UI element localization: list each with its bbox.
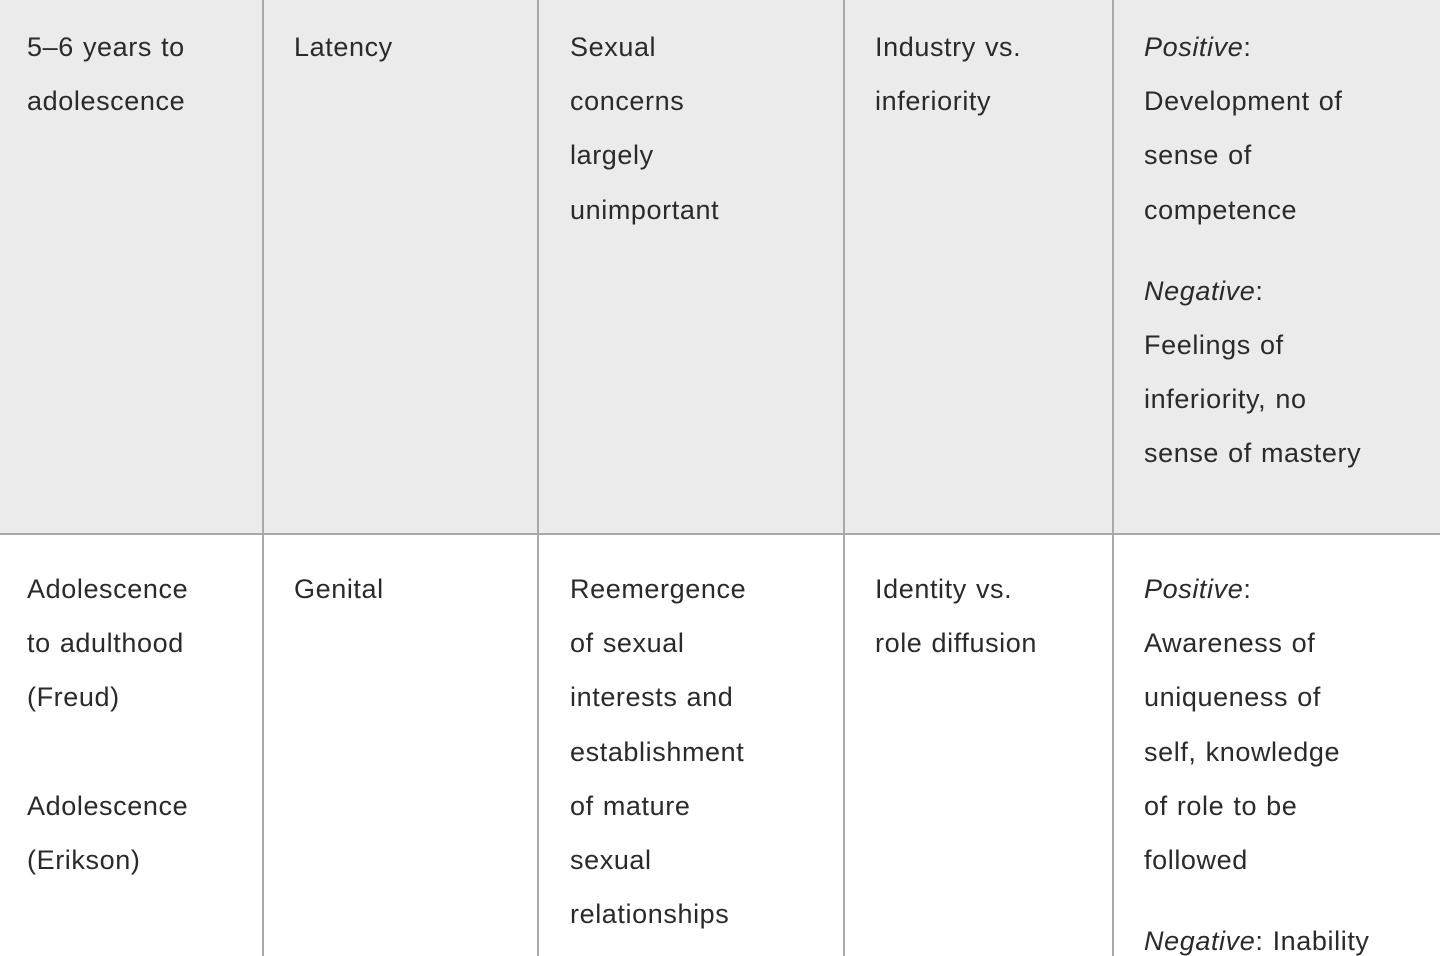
cell-text: to adulthood <box>27 628 184 659</box>
cell-text: sense of <box>1144 140 1252 171</box>
cell-text: Adolescence <box>27 790 189 821</box>
paragraph-gap <box>1144 887 1440 914</box>
cell-text: sense of mastery <box>1144 438 1362 469</box>
cell-text: role diffusion <box>875 628 1037 659</box>
age-cell <box>0 535 264 956</box>
cell-text: concerns <box>570 86 685 117</box>
negative-heading: Negative: Inability <box>1144 926 1370 956</box>
cell-text: (Freud) <box>27 682 120 713</box>
cell-text: establishment <box>570 736 745 767</box>
cell-text: Genital <box>294 574 384 604</box>
cell-text: Development of <box>1144 86 1343 117</box>
outcomes-cell <box>1114 0 1440 533</box>
cell-text: Feelings of <box>1144 330 1284 361</box>
cell-text: adolescence <box>27 86 186 117</box>
cell-text: largely <box>570 140 654 171</box>
table-row <box>0 533 1440 956</box>
positive-label: Positive <box>1144 574 1244 604</box>
cell-text: Reemergence <box>570 574 747 604</box>
cell-text: of mature <box>570 790 691 821</box>
cell-text: inferiority, no <box>1144 384 1307 415</box>
age-cell <box>0 0 264 533</box>
cell-text: interests and <box>570 682 734 713</box>
cell-text: unimportant <box>570 194 720 225</box>
freud-stage-cell <box>264 535 539 956</box>
freud-stage-cell <box>264 0 539 533</box>
cell-text: sexual <box>570 845 652 876</box>
erikson-stage-cell <box>845 0 1114 533</box>
cell-text: Sexual <box>570 32 657 62</box>
outcomes-cell <box>1114 535 1440 956</box>
cell-text: of role to be <box>1144 790 1298 821</box>
paragraph-gap <box>27 725 262 779</box>
freud-description-cell <box>539 0 845 533</box>
cell-text: Industry vs. <box>875 32 1022 62</box>
negative-heading: Negative: <box>1144 275 1264 306</box>
negative-label: Negative <box>1144 926 1256 956</box>
positive-heading: Positive: <box>1144 574 1252 604</box>
paragraph-gap <box>1144 237 1440 264</box>
negative-label: Negative <box>1144 275 1256 306</box>
cell-text: (Erikson) <box>27 844 141 875</box>
positive-heading: Positive: <box>1144 32 1252 62</box>
cell-text: Identity vs. <box>875 574 1013 604</box>
cell-text: followed <box>1144 845 1248 876</box>
cell-text: Adolescence <box>27 574 189 604</box>
cell-text: inferiority <box>875 86 992 117</box>
negative-text: Inability <box>1272 926 1370 956</box>
cell-text: uniqueness of <box>1144 682 1321 713</box>
cell-text: Awareness of <box>1144 628 1316 659</box>
cell-text: Latency <box>294 32 393 62</box>
cell-text: competence <box>1144 194 1298 225</box>
positive-label: Positive <box>1144 32 1244 62</box>
cell-text: self, knowledge <box>1144 736 1341 767</box>
cell-text: relationships <box>570 899 730 930</box>
cell-text: 5–6 years to <box>27 32 185 62</box>
erikson-stage-cell <box>845 535 1114 956</box>
cell-text: of sexual <box>570 628 685 659</box>
freud-description-cell <box>539 535 845 956</box>
